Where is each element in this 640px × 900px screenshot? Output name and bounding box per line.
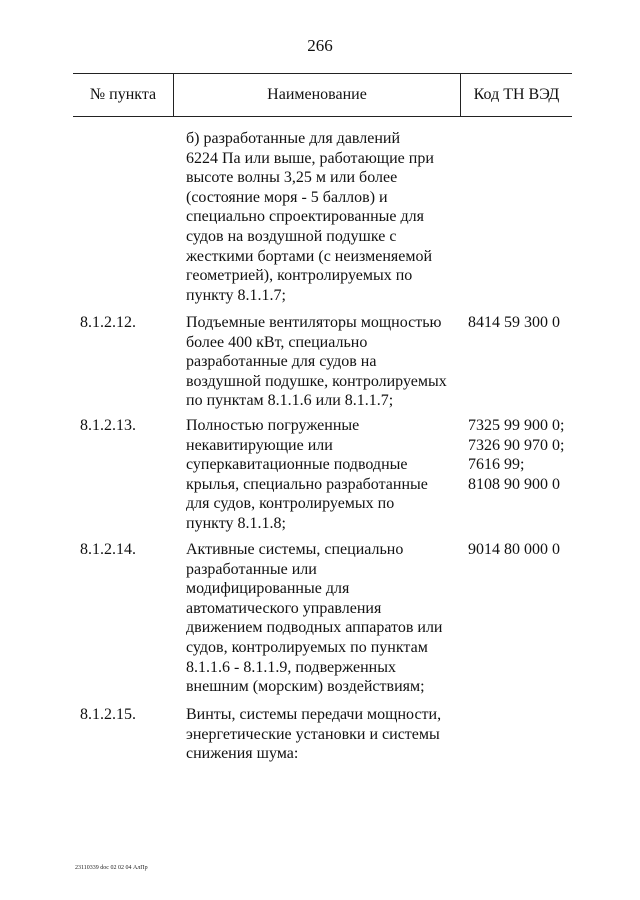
item-name-cell — [186, 313, 466, 411]
item-name-line: судов, контролируемых по пунктам — [186, 638, 428, 656]
tnved-code-cell — [468, 313, 578, 333]
item-name-line: Подъемные вентиляторы мощностью — [186, 314, 442, 331]
item-name-line: б) разработанные для давлений — [186, 130, 401, 147]
tnved-code-line: 7616 99; — [468, 456, 525, 474]
item-name-cell — [186, 416, 466, 534]
column-header-name: Наименование — [267, 86, 367, 103]
item-name-line: воздушной подушке, контролируемых — [186, 372, 447, 390]
item-name-cell — [186, 705, 466, 764]
item-name-line: некавитирующие или — [186, 436, 333, 454]
tnved-code-cell — [468, 416, 578, 494]
item-number-cell: 8.1.2.15. — [80, 706, 136, 723]
item-name-line: энергетические установки и системы — [186, 725, 440, 743]
document-footer-code: 23110339 doc 02 02 04 АлПр — [75, 865, 148, 871]
item-name-line: судов на воздушной подушке с — [186, 227, 397, 245]
item-name-cell — [186, 540, 466, 697]
column-header-item-number: № пункта — [89, 86, 157, 103]
item-name-line: более 400 кВт, специально — [186, 333, 368, 351]
item-name-line: автоматического управления — [186, 599, 382, 617]
item-name-line: пункту 8.1.1.7; — [186, 286, 286, 304]
item-name-cell — [186, 129, 466, 305]
item-number-cell: 8.1.2.13. — [80, 417, 136, 434]
tnved-code-cell — [468, 540, 578, 560]
item-name-line: суперкавитационные подводные — [186, 456, 408, 474]
tnved-code-line: 9014 80 000 0 — [468, 541, 560, 558]
item-name-line: специально спроектированные для — [186, 208, 424, 226]
tnved-code-line: 8108 90 900 0 — [468, 475, 560, 493]
column-header-tnved-code: Код ТН ВЭД — [473, 86, 560, 103]
item-name-line: модифицированные для — [186, 580, 350, 598]
table-header — [73, 73, 572, 117]
item-number-cell: 8.1.2.14. — [80, 541, 136, 558]
tnved-code-line: 7325 99 900 0; — [468, 417, 565, 434]
item-name-line: разработанные для судов на — [186, 353, 377, 371]
item-name-line: геометрией), контролируемых по — [186, 267, 413, 285]
item-name-line: жесткими бортами (с неизменяемой — [186, 247, 433, 265]
item-name-line: Винты, системы передачи мощности, — [186, 706, 442, 723]
item-name-line: 6224 Па или выше, работающие при — [186, 149, 434, 167]
item-name-line: движением подводных аппаратов или — [186, 619, 443, 637]
item-name-line: 8.1.1.6 - 8.1.1.9, подверженных — [186, 658, 396, 676]
item-name-line: крылья, специально разработанные — [186, 475, 428, 493]
tnved-code-line: 8414 59 300 0 — [468, 314, 560, 331]
page-number: 266 — [307, 36, 333, 55]
item-name-line: высоте волны 3,25 м или более — [186, 169, 398, 187]
item-name-line: разработанные или — [186, 560, 317, 578]
item-name-line: по пунктам 8.1.1.6 или 8.1.1.7; — [186, 392, 394, 410]
item-name-line: (состояние моря - 5 баллов) и — [186, 188, 388, 206]
item-name-line: пункту 8.1.1.8; — [186, 514, 286, 532]
tnved-code-line: 7326 90 970 0; — [468, 436, 565, 454]
item-number-cell: 8.1.2.12. — [80, 314, 136, 331]
item-name-line: снижения шума: — [186, 745, 299, 763]
item-name-line: внешним (морским) воздействиям; — [186, 678, 425, 696]
item-name-line: Активные системы, специально — [186, 541, 404, 558]
item-name-line: Полностью погруженные — [186, 417, 360, 434]
item-name-line: для судов, контролируемых по — [186, 495, 395, 513]
